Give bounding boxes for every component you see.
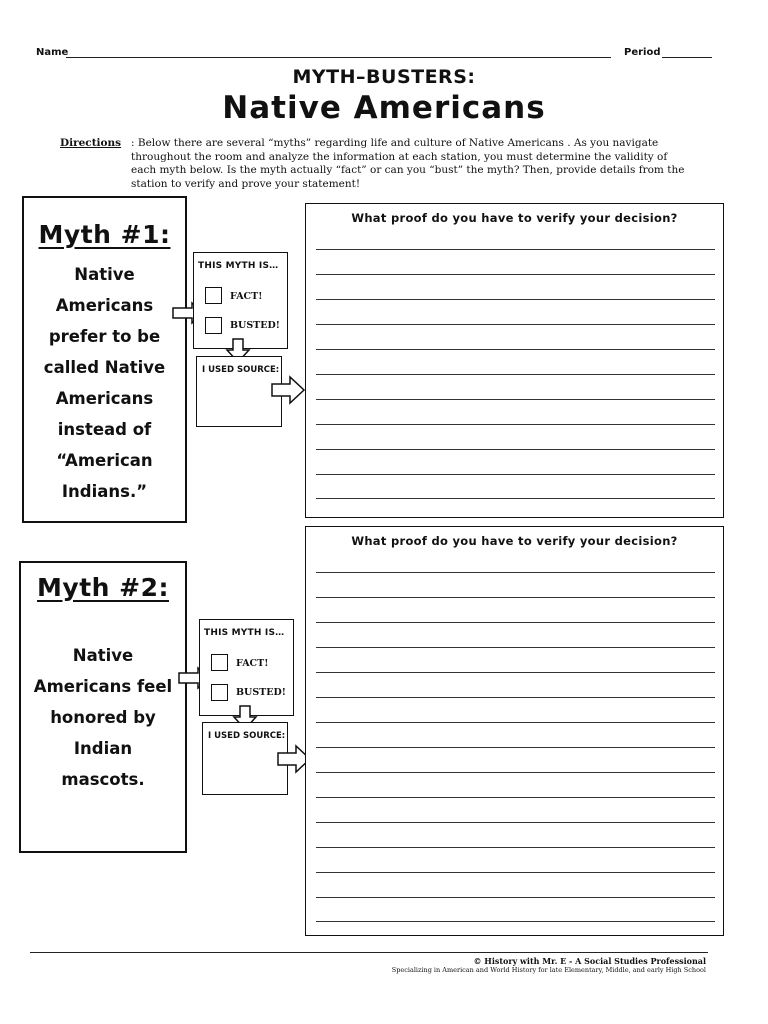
myth-1-line: Americans: [55, 296, 154, 315]
myth-1-line: “American: [56, 451, 153, 470]
writing-line[interactable]: [316, 647, 715, 648]
writing-line[interactable]: [316, 897, 715, 898]
footer-copyright: © History with Mr. E - A Social Studies Professional: [473, 956, 706, 966]
myth-1-status-box: [193, 252, 288, 349]
myth-1-busted-label: BUSTED!: [230, 320, 280, 331]
period-input-line[interactable]: [662, 57, 712, 58]
myth-2-title: Myth #2:: [37, 573, 169, 602]
myth-2-proof-box[interactable]: [305, 526, 724, 936]
footer-divider: [30, 952, 708, 953]
writing-line[interactable]: [316, 697, 715, 698]
writing-line[interactable]: [316, 872, 715, 873]
myth-2-line: honored by: [50, 708, 156, 727]
writing-line[interactable]: [316, 474, 715, 475]
writing-line[interactable]: [316, 374, 715, 375]
myth-2-fact-label: FACT!: [236, 658, 269, 669]
myth-1-source-box[interactable]: [196, 356, 282, 427]
writing-line[interactable]: [316, 424, 715, 425]
right-arrow-icon: [271, 376, 307, 406]
writing-line[interactable]: [316, 572, 715, 573]
myth-2-status-box: [199, 619, 294, 716]
writing-line[interactable]: [316, 772, 715, 773]
writing-line[interactable]: [316, 822, 715, 823]
myth-2-source-box[interactable]: [202, 722, 288, 795]
myth-1-fact-checkbox[interactable]: [205, 287, 222, 304]
myth-1-fact-label: FACT!: [230, 291, 263, 302]
myth-2-statement: [21, 640, 185, 795]
myth-1-box: [22, 196, 187, 523]
footer-tagline: Specializing in American and World History for late Elementary, Middle, and early High School: [391, 966, 706, 974]
myth-2-status-heading: THIS MYTH IS…: [204, 628, 285, 638]
myth-1-busted-checkbox[interactable]: [205, 317, 222, 334]
myth-2-line: mascots.: [61, 770, 145, 789]
writing-line[interactable]: [316, 672, 715, 673]
myth-1-line: called Native: [43, 358, 166, 377]
myth-2-line: Native: [72, 646, 134, 665]
writing-line[interactable]: [316, 747, 715, 748]
myth-1-status-heading: THIS MYTH IS…: [198, 261, 279, 271]
writing-line[interactable]: [316, 597, 715, 598]
myth-2-source-label: I USED SOURCE:: [208, 731, 286, 741]
worksheet-title: MYTH–BUSTERS:: [292, 66, 476, 88]
myth-2-proof-question: What proof do you have to verify your decision?: [351, 534, 678, 548]
myth-1-line: Americans: [55, 389, 154, 408]
writing-line[interactable]: [316, 921, 715, 922]
name-input-line[interactable]: [66, 57, 611, 58]
myth-1-line: Indians.”: [61, 482, 148, 501]
writing-line[interactable]: [316, 622, 715, 623]
myth-1-proof-question: What proof do you have to verify your decision?: [351, 211, 678, 225]
myth-1-line: instead of: [57, 420, 152, 439]
myth-2-box: [19, 561, 187, 853]
directions-text: : Below there are several “myths” regarding life and culture of Native Americans . As you navigate throughout the room and analyze the information at each station, you must determine the validity of each myth below. Is the myth actually “fact” or can you “bust” the myth? Then, provide details from the station to verify and prove your statement!: [131, 137, 685, 190]
myth-1-line: Native: [74, 265, 135, 284]
writing-line[interactable]: [316, 498, 715, 499]
writing-line[interactable]: [316, 449, 715, 450]
myth-1-line: prefer to be: [48, 327, 161, 346]
writing-line[interactable]: [316, 797, 715, 798]
writing-line[interactable]: [316, 274, 715, 275]
myth-2-busted-checkbox[interactable]: [211, 684, 228, 701]
writing-line[interactable]: [316, 349, 715, 350]
myth-2-fact-checkbox[interactable]: [211, 654, 228, 671]
writing-line[interactable]: [316, 399, 715, 400]
writing-line[interactable]: [316, 299, 715, 300]
myth-1-source-label: I USED SOURCE:: [202, 365, 280, 375]
writing-line[interactable]: [316, 249, 715, 250]
myth-1-title: Myth #1:: [38, 220, 171, 249]
writing-line[interactable]: [316, 722, 715, 723]
myth-1-proof-box[interactable]: [305, 203, 724, 518]
myth-2-line: Americans feel: [33, 677, 173, 696]
myth-2-line: Indian: [73, 739, 133, 758]
writing-line[interactable]: [316, 847, 715, 848]
myth-2-busted-label: BUSTED!: [236, 687, 286, 698]
name-label: Name: [36, 47, 69, 58]
period-label: Period: [624, 47, 661, 58]
directions-label: Directions: [60, 137, 122, 149]
myth-1-statement: [24, 259, 185, 507]
worksheet-subtitle: Native Americans: [222, 90, 546, 126]
writing-line[interactable]: [316, 324, 715, 325]
